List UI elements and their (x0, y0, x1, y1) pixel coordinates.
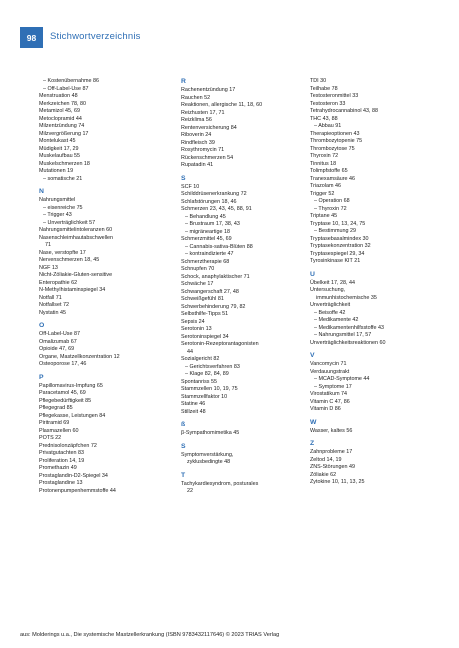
index-entry: Tryptasespiegel 29, 34 (310, 250, 365, 257)
index-entry: Zahnprobleme 17 (310, 449, 353, 455)
index-entry: Schlafstörungen 18, 46 (181, 198, 237, 205)
index-entry: – Gerichtsverfahren 83 (185, 363, 240, 370)
index-entry: Zöliakie 62 (310, 471, 337, 478)
index-entry: Schmerzen 23, 43, 45, 88, 91 (181, 206, 252, 212)
page-number-badge: 98 (20, 27, 43, 48)
index-entry: – Kostenübernahme 86 (43, 78, 100, 84)
index-entry: Stammzellfaktor 10 (181, 393, 228, 400)
index-entry: Tetrahydrocannabinol 43, 88 (310, 108, 379, 114)
index-entry: Rückenschmerzen 54 (181, 154, 234, 161)
index-entry: Serotonin 13 (181, 326, 212, 332)
index-entry: Therapieoptionen 43 (310, 130, 360, 137)
index-section (181, 472, 306, 496)
index-entry: Schwäche 17 (181, 281, 214, 287)
index-section (310, 352, 445, 414)
index-entry: Thrombozytose 75 (310, 145, 355, 152)
index-entry: Pflegekasse, Leistungen 84 (39, 412, 106, 419)
index-entry: THC 43, 88 (310, 115, 338, 122)
index-entry: Off-Label-Use 87 (39, 331, 80, 337)
index-entry: TDI 30 (310, 78, 327, 84)
index-entry: Rupatadin 41 (181, 162, 214, 168)
index-entry: – eisenreiche 75 (43, 204, 83, 211)
index-entry: – Behandlung 45 (185, 213, 226, 220)
index-entry: Übelkeit 17, 28, 44 (310, 279, 355, 286)
index-entry: Pflegegrad 85 (39, 405, 73, 411)
index-entry: Tryptasebasalmindex 30 (310, 235, 369, 242)
index-entry: Schmerztherapie 68 (181, 258, 230, 265)
index-entry: – Klage 82, 84, 89 (185, 371, 229, 377)
index-entry: Rentenversicherung 84 (181, 124, 237, 131)
index-entry: Teilhabe 78 (310, 85, 338, 92)
index-entry: Nahrungsmittel (39, 197, 76, 203)
index-entry: Notfallset 72 (39, 302, 69, 308)
index-entry: Statine 46 (181, 401, 206, 407)
section-letter: ß (181, 421, 186, 428)
index-entry: Metoclopramid 44 (39, 115, 82, 122)
index-entry: Prostaglandin-D2-Spiegel 34 (39, 472, 108, 479)
index-entry: Schock, anaphylaktischer 71 (181, 273, 250, 280)
index-entry: N-Methylhistaminspiegel 34 (39, 287, 106, 293)
section-letter: U (310, 270, 315, 278)
index-entry: Tryptasekonzentration 32 (310, 243, 371, 249)
index-entry: Untersuchung, (310, 287, 346, 293)
index-section (181, 443, 306, 467)
page-title: Stichwortverzeichnis (50, 31, 141, 42)
index-entry: Rauchen 52 (181, 94, 211, 101)
index-entry: Omalizumab 67 (39, 338, 77, 345)
index-entry: Vancomycin 71 (310, 361, 347, 367)
index-entry: Merkzeichen 78, 80 (39, 100, 87, 107)
index-section (310, 271, 445, 348)
section-letter: W (310, 418, 317, 426)
index-entry: Osteoporose 17, 46 (39, 361, 87, 367)
index-entry: Stammzellen 10, 19, 75 (181, 386, 238, 392)
index-entry: Schmerzmittel 45, 69 (181, 236, 232, 242)
index-entry: – Trigger 43 (43, 212, 72, 218)
index-entry: Unverträglichkeitsreaktionen 60 (310, 339, 386, 346)
index-section (39, 78, 171, 183)
index-entry: zyklusbedingte 48 (187, 459, 231, 465)
index-entry: Stillzeit 48 (181, 408, 206, 415)
index-entry: – Off-Label-Use 87 (43, 85, 89, 92)
index-entry: – Cannabis-sativa-Blüten 88 (185, 243, 253, 250)
index-entry: Menstruation 48 (39, 93, 78, 99)
index-entry: Nasenschleimhautabschwellen (39, 234, 114, 241)
index-entry: Nystatin 45 (39, 309, 66, 316)
index-entry: Metamizol 45, 69 (39, 108, 81, 114)
index-section (181, 78, 306, 170)
section-letter: S (181, 442, 186, 450)
index-entry: – MCAD-Symptome 44 (314, 376, 370, 382)
index-entry: Zytokine 10, 11, 13, 25 (310, 479, 365, 485)
index-entry: – Brustraum 17, 38, 43 (185, 221, 240, 227)
section-letter: P (39, 373, 44, 381)
index-entry: Opioide 47, 69 (39, 346, 75, 352)
section-letter: V (310, 352, 315, 359)
index-entry: Zeltod 14, 19 (310, 456, 342, 463)
index-entry: Schilddrüsenerkrankung 72 (181, 191, 247, 197)
index-entry: Milzentzündung 74 (39, 123, 85, 129)
section-letter: O (39, 322, 45, 329)
index-entry: Virostatikum 74 (310, 391, 348, 397)
index-entry: Verdauungstrakt (310, 368, 350, 375)
index-entry: Protonenpumpenhemmstoffe 44 (39, 487, 116, 494)
index-entry: Piritramid 69 (39, 420, 70, 426)
index-section (39, 322, 171, 369)
index-entry: 22 (187, 488, 193, 494)
index-entry: Trigger 52 (310, 190, 335, 197)
index-entry: immunhistochemische 35 (316, 294, 377, 301)
index-entry: – Medikamentenhilfsstoffe 43 (314, 324, 385, 331)
section-letter: N (39, 188, 44, 195)
index-entry: – kontraindizierte 47 (185, 251, 234, 257)
index-entry: Spontanriss 55 (181, 378, 217, 385)
index-entry: Tranexamsäure 46 (310, 175, 356, 182)
section-letter: T (181, 471, 186, 479)
index-entry: Thyroxin 72 (310, 153, 339, 159)
index-section (310, 440, 445, 487)
index-entry: Nahrungsmittelintoleranzen 60 (39, 227, 113, 233)
index-entry: Sozialgericht 82 (181, 356, 220, 362)
section-letter: S (181, 174, 186, 182)
section-letter: Z (310, 440, 315, 447)
index-entry: – Bestimmung 29 (314, 228, 356, 234)
index-section (39, 188, 171, 317)
index-entry: – Abbau 91 (314, 123, 342, 129)
index-section (310, 78, 445, 266)
index-entry: Sepsis 24 (181, 318, 205, 325)
index-entry: – Nahrungsmittel 17, 57 (314, 332, 372, 338)
index-entry: Thrombozytopenie 75 (310, 138, 363, 144)
index-entry: Reizklima 56 (181, 117, 212, 123)
index-section (39, 374, 171, 496)
index-entry: Mutationen 19 (39, 168, 74, 174)
index-entry: Tyrosinkinase KIT 21 (310, 258, 361, 264)
index-entry: Privatgutachten 83 (39, 450, 84, 456)
index-entry: Vitamin D 86 (310, 406, 341, 412)
index-entry: Schnupfen 70 (181, 266, 215, 272)
index-entry: Enteropathie 62 (39, 279, 78, 286)
index-entry: – Beisoffe 42 (314, 309, 346, 316)
index-entry: Testosteron 33 (310, 100, 346, 107)
index-entry: – Thyroxin 72 (314, 205, 347, 212)
index-entry: – Symptome 17 (314, 383, 352, 390)
index-entry: Prostaglandine 13 (39, 480, 83, 486)
index-entry: Reaktionen, allergische 11, 18, 60 (181, 102, 263, 108)
index-column-3 (310, 78, 445, 492)
index-entry: Vitamin C 47, 86 (310, 398, 350, 405)
index-entry: – Unverträglichkeit 57 (43, 219, 96, 226)
index-entry: Milzvergrößerung 17 (39, 130, 89, 137)
index-entry: Muskelaufbau 55 (39, 153, 81, 159)
section-letter: R (181, 78, 186, 85)
index-entry: Nicht-Zöliakie-Gluten-sensitive (39, 272, 113, 278)
index-entry: Serotonin-Rezeptorantagonisten (181, 341, 259, 347)
index-entry: 71 (45, 242, 51, 248)
index-entry: Riboverin 24 (181, 132, 212, 138)
index-entry: β-Sympathomimetika 45 (181, 430, 240, 436)
index-section (181, 421, 306, 438)
page-footer: aus: Molderings u.a., Die systemische Mastzellerkrankung (ISBN 9783432117646) © 2023 TRIAS Verlag (20, 632, 280, 638)
index-entry: SCF 10 (181, 183, 200, 190)
index-entry: Montelukast 45 (39, 138, 76, 144)
index-entry: ZNS-Störungen 49 (310, 464, 355, 470)
index-entry: Notfall 71 (39, 294, 62, 301)
index-entry: Muskelschmerzen 18 (39, 160, 90, 167)
index-entry: Rosythromycin 71 (181, 147, 225, 153)
index-column-1 (39, 78, 171, 500)
index-entry: Prednisolonzäpfchen 72 (39, 442, 97, 449)
index-column-2 (181, 78, 306, 501)
index-entry: Tryptase 10, 13, 24, 75 (310, 220, 366, 227)
index-entry: – migräneartige 18 (185, 228, 230, 235)
index-section (181, 175, 306, 417)
index-entry: Schweißgefühl 81 (181, 296, 224, 302)
index-entry: Tachykardiesyndrom, posturales (181, 480, 259, 487)
index-entry: Reizhusten 17, 71 (181, 109, 225, 116)
index-entry: Schwerbehinderung 79, 82 (181, 303, 246, 310)
index-entry: Tinnitus 18 (310, 160, 337, 167)
index-entry: Wasser, kaltes 56 (310, 427, 353, 434)
index-entry: Tolimpfstoffe 65 (310, 168, 348, 174)
index-entry: – somatische 21 (43, 175, 83, 182)
index-entry: Nase, verstopfte 17 (39, 249, 86, 256)
index-entry: Rachenentzündung 17 (181, 87, 236, 93)
index-entry: Schwangerschaft 27, 48 (181, 288, 239, 295)
index-entry: Müdigkeit 17, 29 (39, 145, 79, 152)
index-entry: Unverträglichkeit (310, 302, 351, 308)
index-entry: 44 (187, 348, 193, 355)
index-entry: Organe, Mastzellkonzentration 12 (39, 353, 120, 360)
index-entry: Nervenschmerzen 18, 45 (39, 257, 100, 263)
index-entry: Selbsthilfe-Tipps 51 (181, 311, 229, 317)
index-entry: Promethazin 49 (39, 465, 77, 471)
index-section (310, 419, 445, 436)
index-entry: Paracetamol 45, 69 (39, 390, 86, 396)
index-entry: Symptomverstärkung, (181, 451, 234, 458)
index-entry: – Operation 68 (314, 198, 350, 204)
index-entry: Proliferation 14, 19 (39, 457, 85, 464)
index-entry: Triazolam 46 (310, 183, 341, 189)
index-entry: NGF 13 (39, 264, 58, 271)
index-entry: Papillomavirus-Impfung 65 (39, 382, 103, 389)
index-entry: Serotoninspiegel 34 (181, 333, 229, 340)
index-entry: Triptane 45 (310, 213, 338, 219)
index-entry: Pflegebedürftigkeit 85 (39, 397, 92, 404)
index-entry: – Medikamente 42 (314, 317, 359, 323)
index-entry: Testosteronmittel 33 (310, 93, 359, 99)
index-entry: Plasmazellen 60 (39, 427, 79, 434)
index-entry: POTS 22 (39, 435, 62, 441)
index-entry: Rindfleisch 39 (181, 139, 215, 146)
